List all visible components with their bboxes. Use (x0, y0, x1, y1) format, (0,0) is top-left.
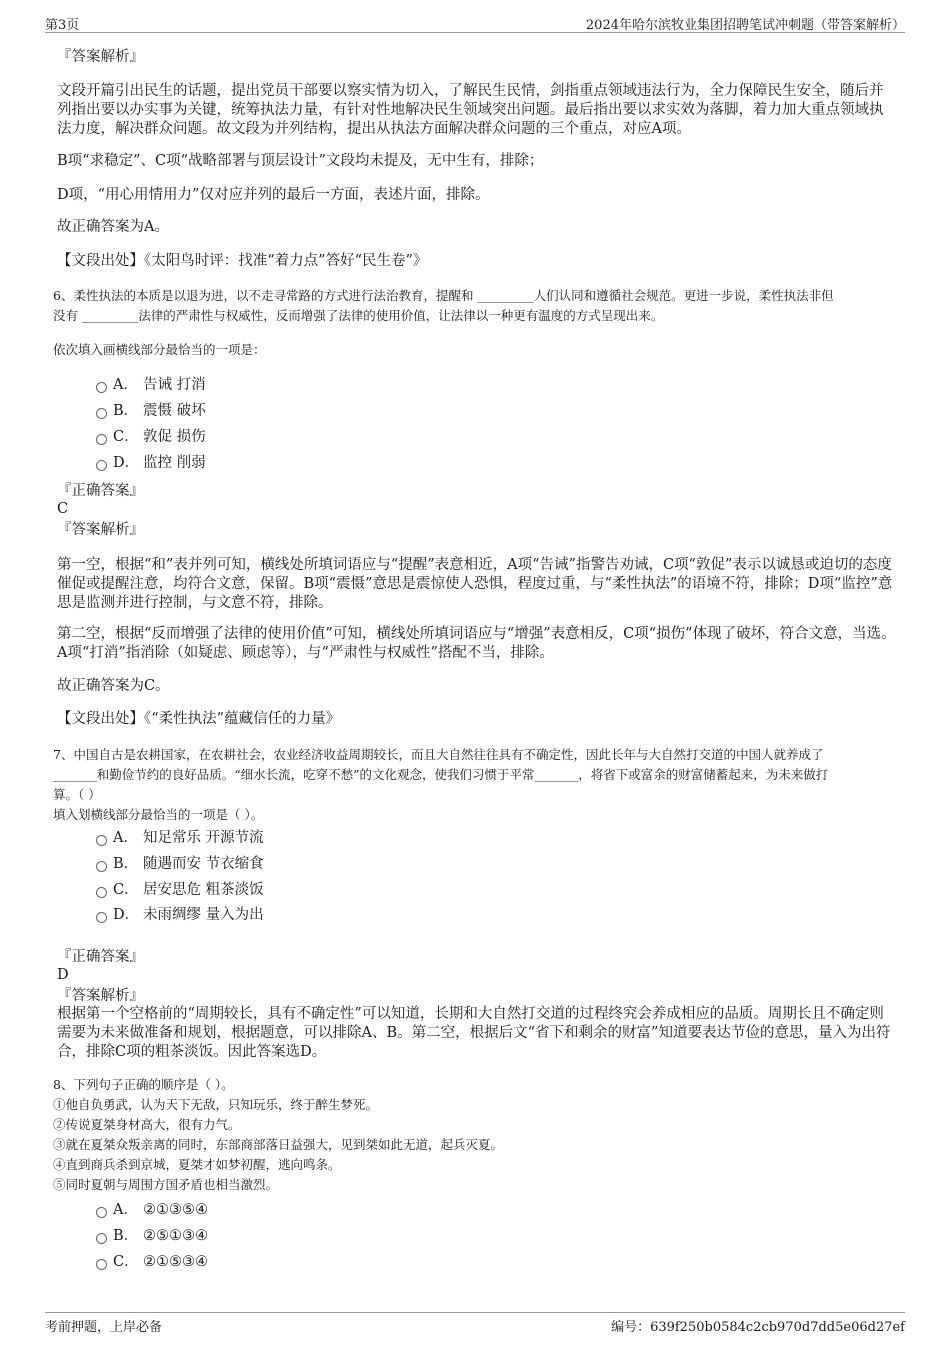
radio-icon[interactable] (96, 1259, 107, 1270)
q7-option-a[interactable] (96, 828, 264, 848)
option-text: ②①③⑤④ (143, 1202, 208, 1218)
q8-sentence: ②传说夏桀身材高大，很有力气。 (53, 1117, 241, 1132)
option-key: C． (113, 429, 139, 445)
radio-icon[interactable] (96, 460, 107, 471)
q7-stem-line: 7、中国自古是农耕国家，在农耕社会，农业经济收益周期较长，而且大自然往往具有不确定性，因此长年与大自然打交道的中国人就养成了 (53, 747, 824, 762)
q5-source: 【文段出处】《太阳鸟时评：找准“着力点”答好“民生卷”》 (57, 253, 428, 269)
q8-sentence: ①他自负勇武，认为天下无敌，只知玩乐，终于醉生梦死。 (53, 1097, 379, 1112)
q7-prompt: 填入划横线部分最恰当的一项是（ ）。 (53, 807, 264, 822)
radio-icon[interactable] (96, 434, 107, 445)
radio-icon[interactable] (96, 912, 107, 923)
document-title: 2024年哈尔滨牧业集团招聘笔试冲刺题（带答案解析） (585, 18, 905, 33)
q7-answer-label: 『正确答案』 (57, 949, 144, 965)
q6-option-d[interactable] (96, 453, 206, 473)
option-key: C． (113, 882, 139, 898)
q6-prompt: 依次填入画横线部分最恰当的一项是： (53, 342, 266, 357)
radio-icon[interactable] (96, 835, 107, 846)
q8-option-c[interactable] (96, 1252, 208, 1272)
q6-stem (53, 286, 903, 326)
q6-analysis-p2: 第二空，根据“反而增强了法律的使用价值”可知，横线处所填词语应与“增强”表意相反，C项“损伤”体现了破坏，符合文意，当选。A项“打消”指消除（如疑虑、顾虑等），与“严肃性与权威性”搭配不当，排除。 (57, 626, 896, 661)
option-text: 居安思危 粗茶淡饭 (143, 882, 264, 898)
q8-sentence: ③就在夏桀众叛亲离的同时，东部商部落日益强大，见到桀如此无道，起兵灭夏。 (53, 1137, 504, 1152)
q8-option-b[interactable] (96, 1226, 208, 1246)
q5-analysis-label: 『答案解析』 (57, 49, 144, 65)
radio-icon[interactable] (96, 861, 107, 872)
q7-analysis-label: 『答案解析』 (57, 988, 144, 1004)
option-key: A． (113, 830, 138, 846)
option-key: D． (113, 455, 140, 471)
q5-analysis-p2: B项“求稳定”、C项“战略部署与顶层设计”文段均未提及，无中生有，排除； (57, 153, 544, 169)
q7-answer: D (57, 967, 69, 983)
option-text: ②⑤①③④ (143, 1228, 208, 1244)
q6-option-c[interactable] (96, 427, 206, 447)
radio-icon[interactable] (96, 382, 107, 393)
radio-icon[interactable] (96, 1207, 107, 1218)
option-key: A． (113, 377, 138, 393)
option-key: D． (113, 907, 140, 923)
q7-stem-line: _______和勤俭节约的良好品质。“细水长流，吃穿不愁”的文化观念，使我们习惯于平常_______，将省下或富余的财富储蓄起来，为未来做打 (53, 767, 829, 782)
q6-stem-line: 没有 _________法律的严肃性与权威性，反而增强了法律的使用价值，让法律以一种更有温度的方式呈现出来。 (53, 308, 664, 323)
radio-icon[interactable] (96, 408, 107, 419)
q6-answer-label: 『正确答案』 (57, 483, 144, 499)
q6-analysis-label: 『答案解析』 (57, 522, 144, 538)
q7-stem (53, 745, 903, 805)
option-key: B． (113, 403, 139, 419)
q8-sentence: ④直到商兵杀到京城，夏桀才如梦初醒，逃向鸣条。 (53, 1157, 341, 1172)
radio-icon[interactable] (96, 887, 107, 898)
q6-answer: C (57, 501, 69, 517)
radio-icon[interactable] (96, 1233, 107, 1244)
q6-option-b[interactable] (96, 401, 206, 421)
option-text: 敦促 损伤 (143, 429, 206, 445)
q7-stem-line: 算。（ ） (53, 787, 101, 802)
q7-analysis-p1: 根据第一个空格前的“周期较长，具有不确定性”可以知道，长期和大自然打交道的过程终究会养成相应的品质。周期长且不确定则需要为未来做准备和规划，根据题意，可以排除A、B。第二空，根据后文“省下和剩余的财富”知道要表达节俭的意思，量入为出符合，排除C项的粗茶淡饭。因此答案选D。 (57, 1006, 891, 1060)
option-text: 随遇而安 节衣缩食 (143, 856, 264, 872)
page-number: 第3页 (45, 18, 80, 33)
page-header (45, 12, 905, 33)
option-key: B． (113, 1228, 139, 1244)
footer-slogan: 考前押题，上岸必备 (45, 1320, 163, 1335)
q6-source: 【文段出处】《“柔性执法”蕴藏信任的力量》 (57, 711, 341, 727)
option-text: 知足常乐 开源节流 (143, 830, 264, 846)
q8-stem (53, 1075, 903, 1195)
q8-stem-line: 8、下列句子正确的顺序是（ ）。 (53, 1077, 234, 1092)
q6-option-a[interactable] (96, 375, 206, 395)
option-key: C． (113, 1254, 139, 1270)
option-key: A． (113, 1202, 138, 1218)
option-text: 震慑 破坏 (143, 403, 206, 419)
q8-sentence: ⑤同时夏朝与周围方国矛盾也相当激烈。 (53, 1177, 279, 1192)
q5-conclusion: 故正确答案为A。 (57, 219, 169, 235)
document-id: 编号：639f250b0584c2cb970d7dd5e06d27ef (611, 1320, 905, 1335)
q8-option-a[interactable] (96, 1200, 208, 1220)
option-key: B． (113, 856, 139, 872)
q5-analysis-p3: D项，“用心用情用力”仅对应并列的最后一方面，表述片面，排除。 (57, 187, 490, 203)
q6-analysis-p1: 第一空，根据“和”表并列可知，横线处所填词语应与“提醒”表意相近，A项“告诫”指警告劝诫，C项“敦促”表示以诚恳或迫切的态度催促或提醒注意，均符合文意，保留。B项“震慑”意思是震惊使人恐惧，程度过重，与“柔性执法”的语境不符，排除；D项“监控”意思是监测并进行控制，与文意不符，排除。 (57, 557, 893, 611)
option-text: ②①⑤③④ (143, 1254, 208, 1270)
option-text: 监控 削弱 (143, 455, 206, 471)
q7-option-b[interactable] (96, 854, 264, 874)
q7-option-d[interactable] (96, 905, 264, 925)
q6-stem-line: 6、柔性执法的本质是以退为进，以不走寻常路的方式进行法治教育，提醒和 _________人们认同和遵循社会规范。更进一步说，柔性执法非但 (53, 288, 834, 303)
q5-analysis-p1: 文段开篇引出民生的话题，提出党员干部要以察实情为切入，了解民生民情，剑指重点领域违法行为，全力保障民生安全，随后并列指出要以办实事为关键，统筹执法力量，有针对性地解决民生领域突出问题。最后指出要以求实效为落脚，着力加大重点领域执法力度，解决群众问题。故文段为并列结构，提出从执法方面解决群众问题的三个重点，对应A项。 (57, 83, 884, 137)
q7-option-c[interactable] (96, 880, 264, 900)
page-footer (45, 1312, 905, 1335)
q6-conclusion: 故正确答案为C。 (57, 678, 170, 694)
option-text: 告诫 打消 (143, 377, 206, 393)
option-text: 未雨绸缪 量入为出 (143, 907, 264, 923)
